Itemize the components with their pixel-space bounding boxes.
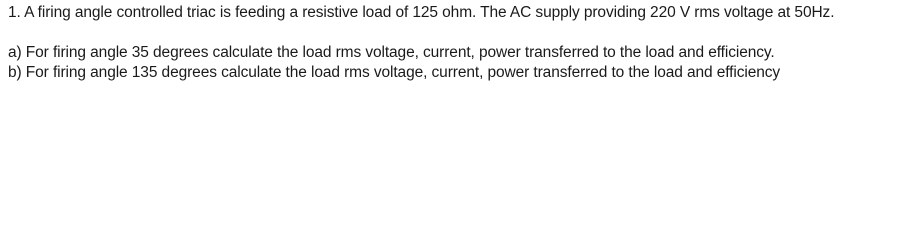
question-part-b: b) For firing angle 135 degrees calculate the load rms voltage, current, power transferred to the load and efficiency [8, 64, 781, 81]
question-statement: 1. A firing angle controlled triac is feeding a resistive load of 125 ohm. The AC supply providing 220 V rms voltage at 50Hz. [8, 4, 835, 21]
question-document [0, 0, 904, 91]
question-part-a: a) For firing angle 35 degrees calculate the load rms voltage, current, power transferred to the load and efficiency. [8, 44, 775, 61]
